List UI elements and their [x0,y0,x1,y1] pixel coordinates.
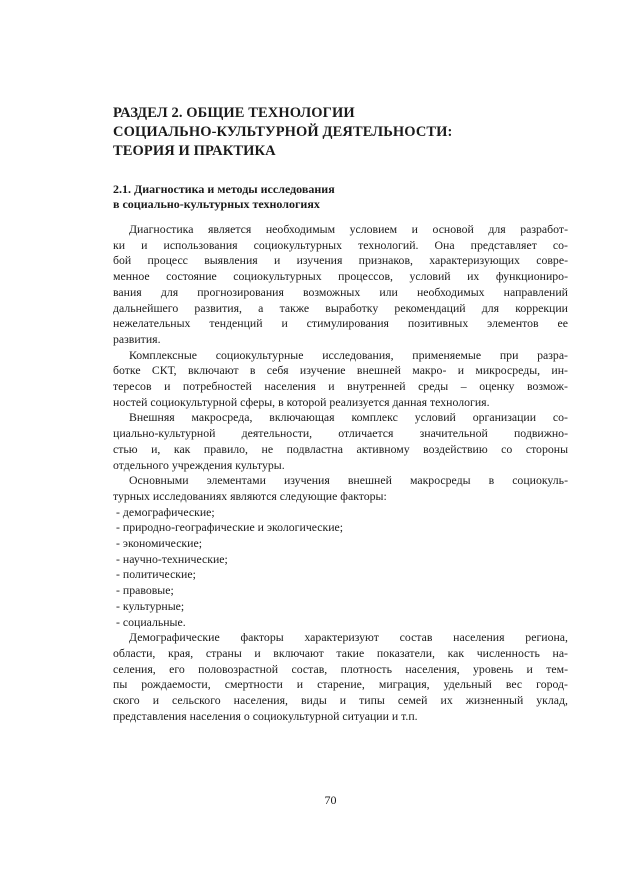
chapter-title-line: ТЕОРИЯ И ПРАКТИКА [113,143,276,159]
text-line: Комплексные социокультурные исследования, применяемые при разра- [129,347,568,362]
list-item: - природно-географические и экологические; [116,520,344,535]
text-line: нежелательных тенденций и стимулирования позитивных элементов ее [113,316,568,331]
list-item: - экономические; [116,536,202,551]
list-item: - правовые; [116,583,174,598]
text-line: области, края, страны и включают такие показатели, как численность на- [113,645,568,660]
list-item: - научно-технические; [116,551,228,566]
text-line: ностей социокультурной сферы, в которой реализуется данная технология. [113,394,490,409]
text-line: вания для прогнозирования возможных или необходимых направлений [113,284,568,299]
page-number: 70 [324,793,337,807]
text-line: Внешняя макросреда, включающая комплекс условий организации со- [129,410,568,425]
list-item: - культурные; [116,598,185,613]
text-line: развития. [113,331,161,346]
list-item: - социальные. [116,614,186,629]
list-item: - политические; [116,567,196,582]
text-line: менное состояние социокультурных процессов, условий их функциониро- [113,269,568,284]
text-line: циально-культурной деятельности, отличается значительной подвижно- [113,426,568,441]
chapter-title-line: СОЦИАЛЬНО-КУЛЬТУРНОЙ ДЕЯТЕЛЬНОСТИ: [113,124,453,140]
text-line: ского и сельского населения, виды и типы семей их жизненный уклад, [113,693,568,708]
text-line: Основными элементами изучения внешней макросреды в социокуль- [129,473,568,488]
text-line: ки и использования социокультурных технологий. Она представляет со- [113,237,568,252]
paragraph [113,222,568,348]
text-line: представления населения о социокультурной ситуации и т.п. [113,708,418,723]
text-line: бой процесс выявления и изучения признаков, характеризующих совре- [113,253,568,268]
text-line: стью и, как правило, не подвластна активному воздействию со стороны [113,441,568,456]
text-line: Демографические факторы характеризуют состав населения региона, [129,630,568,645]
text-line: пы рождаемости, смертности и старение, миграция, удельный вес город- [113,677,568,692]
section-title-line: 2.1. Диагностика и методы исследования [113,182,335,196]
text-line: Диагностика является необходимым условием и основой для разработ- [129,222,568,236]
text-line: дальнейшего развития, а также выработку рекомендаций для коррекции [113,300,568,315]
paragraph [113,630,568,724]
text-line: ботке СКТ, включают в себя изучение внешней макро- и микросреды, ин- [113,363,568,378]
chapter-title-line: РАЗДЕЛ 2. ОБЩИЕ ТЕХНОЛОГИИ [113,105,355,121]
chapter-title [113,104,533,161]
text-line: турных исследованиях являются следующие факторы: [113,488,387,503]
paragraph [113,348,568,411]
factors-list [113,505,568,631]
list-item: - демографические; [116,504,215,519]
text-line: отдельного учреждения культуры. [113,457,285,472]
section-title [113,182,533,212]
section-title-line: в социально-культурных технологиях [113,197,320,211]
text-line: селения, его половозрастной состав, плотность населения, уровень и тем- [113,661,568,676]
paragraph [113,473,568,504]
body-text [113,222,568,725]
text-line: тересов и потребностей населения и внутренней среды – оценку возмож- [113,379,568,394]
paragraph [113,410,568,473]
